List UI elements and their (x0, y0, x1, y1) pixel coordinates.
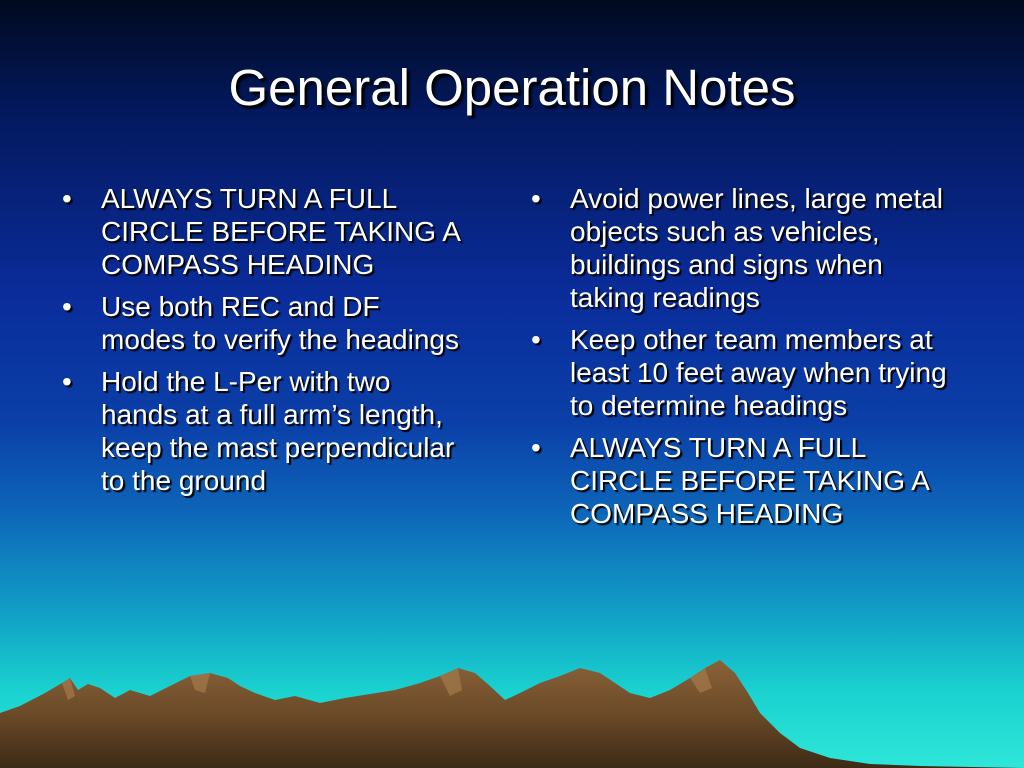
slide-title: General Operation Notes (228, 59, 796, 116)
bullet-text: Use both REC and DF modes to verify the headings (101, 291, 459, 355)
bullet-item (58, 290, 468, 356)
bullet-item (527, 182, 957, 314)
bullet-text: Avoid power lines, large metal objects such as vehicles, buildings and signs when taking readings (570, 183, 944, 313)
left-bullet-list (58, 182, 468, 506)
bullet-text: Hold the L-Per with two hands at a full arm’s length, keep the mast perpendicular to the ground (101, 366, 455, 496)
bullet-text: ALWAYS TURN A FULL CIRCLE BEFORE TAKING A COMPASS HEADING (101, 183, 460, 280)
bullet-item (58, 365, 468, 497)
mountain-range-icon (0, 638, 1024, 768)
bullet-text: Keep other team members at least 10 feet away when trying to determine headings (570, 324, 947, 421)
bullet-icon: • (62, 366, 72, 397)
bullet-item (58, 182, 468, 281)
bullet-item (527, 323, 957, 422)
bullet-item (527, 431, 957, 530)
bullet-text: ALWAYS TURN A FULL CIRCLE BEFORE TAKING A COMPASS HEADING (570, 432, 929, 529)
bullet-icon: • (62, 291, 72, 322)
bullet-icon: • (62, 183, 72, 214)
bullet-icon: • (531, 324, 541, 355)
right-bullet-list (527, 182, 957, 539)
bullet-icon: • (531, 183, 541, 214)
bullet-icon: • (531, 432, 541, 463)
